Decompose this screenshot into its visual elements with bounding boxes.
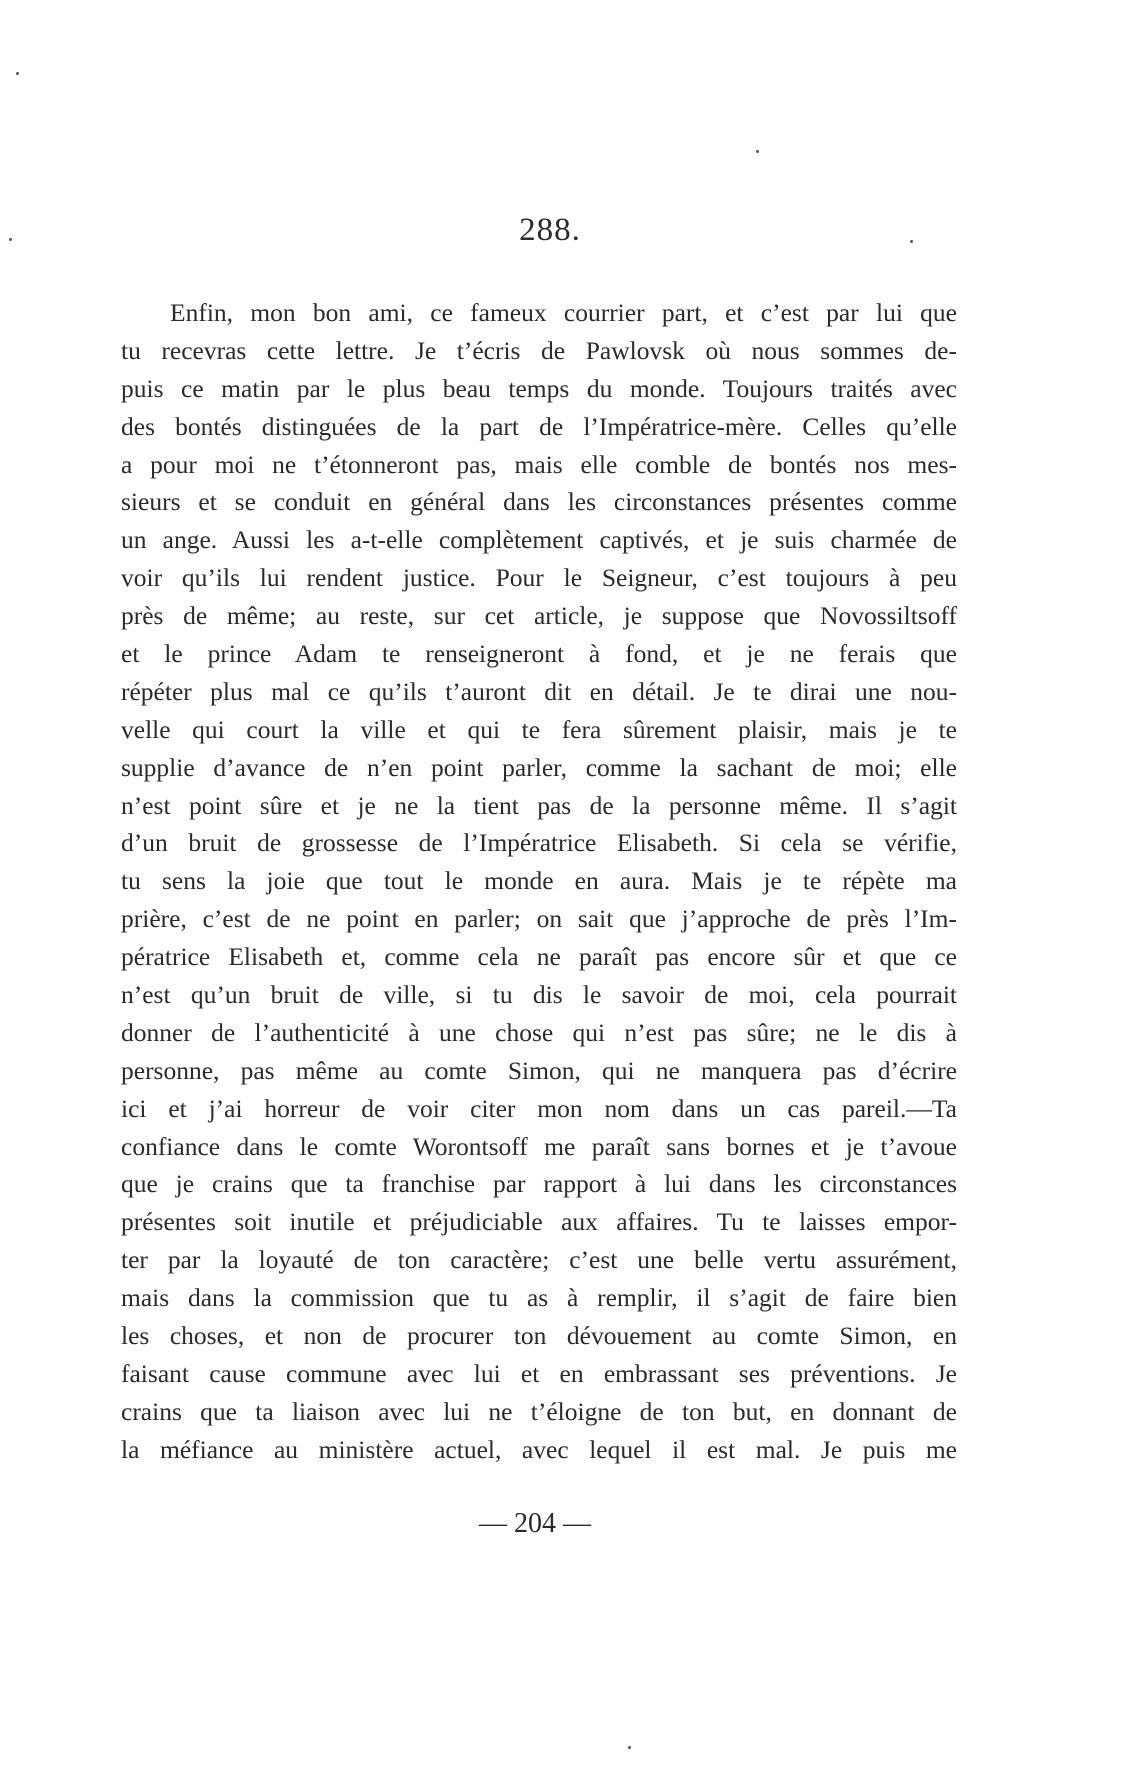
text-line: et le prince Adam te renseigneront à fond, et je ne ferais que (121, 639, 957, 669)
text-line: crains que ta liaison avec lui ne t’éloigne de ton but, en donnant de (121, 1396, 957, 1426)
text-line: personne, pas même au comte Simon, qui ne manquera pas d’écrire (121, 1055, 957, 1085)
page-number: — 204 — (479, 1508, 591, 1539)
text-line: velle qui court la ville et qui te fera sûrement plaisir, mais je te (121, 714, 957, 744)
scan-speck (910, 240, 913, 243)
scan-speck (628, 1746, 631, 1749)
text-line: la méfiance au ministère actuel, avec lequel il est mal. Je puis me (121, 1434, 957, 1464)
text-line: ter par la loyauté de ton caractère; c’est une belle vertu assurément, (121, 1245, 957, 1275)
text-line: a pour moi ne t’étonneront pas, mais elle comble de bontés nos mes- (121, 449, 957, 479)
text-line: un ange. Aussi les a-t-elle complètement captivés, et je suis charmée de (121, 525, 957, 555)
text-line: répéter plus mal ce qu’ils t’auront dit en détail. Je te dirai une nou- (121, 676, 957, 706)
scan-speck (756, 150, 759, 153)
text-line: n’est point sûre et je ne la tient pas de la personne même. Il s’agit (121, 790, 957, 820)
text-line: les choses, et non de procurer ton dévouement au comte Simon, en (121, 1321, 957, 1351)
text-line: pératrice Elisabeth et, comme cela ne paraît pas encore sûr et que ce (121, 942, 957, 972)
text-line: des bontés distinguées de la part de l’Impératrice-mère. Celles qu’elle (121, 411, 957, 441)
text-line: présentes soit inutile et préjudiciable aux affaires. Tu te laisses empor- (121, 1207, 957, 1237)
text-line: ici et j’ai horreur de voir citer mon nom dans un cas pareil.—Ta (121, 1093, 957, 1123)
text-line: n’est qu’un bruit de ville, si tu dis le savoir de moi, cela pourrait (121, 980, 957, 1010)
text-line: donner de l’authenticité à une chose qui n’est pas sûre; ne le dis à (121, 1017, 957, 1047)
text-line: tu sens la joie que tout le monde en aura. Mais je te répète ma (121, 866, 957, 896)
text-line: près de même; au reste, sur cet article, je suppose que Novossiltsoff (121, 601, 957, 631)
text-line: voir qu’ils lui rendent justice. Pour le Seigneur, c’est toujours à peu (121, 563, 957, 593)
text-line: mais dans la commission que tu as à remplir, il s’agit de faire bien (121, 1283, 957, 1313)
text-line: d’un bruit de grossesse de l’Impératrice Elisabeth. Si cela se vérifie, (121, 828, 957, 858)
text-line: que je crains que ta franchise par rapport à lui dans les circonstances (121, 1169, 957, 1199)
text-line: confiance dans le comte Worontsoff me paraît sans bornes et je t’avoue (121, 1131, 957, 1161)
text-line: faisant cause commune avec lui et en embrassant ses préventions. Je (121, 1358, 957, 1388)
letter-body (121, 294, 957, 1469)
text-line: puis ce matin par le plus beau temps du monde. Toujours traités avec (121, 373, 957, 403)
text-line: supplie d’avance de n’en point parler, comme la sachant de moi; elle (121, 752, 957, 782)
text-line: sieurs et se conduit en général dans les circonstances présentes comme (121, 487, 957, 517)
text-line: prière, c’est de ne point en parler; on sait que j’approche de près l’Im- (121, 904, 957, 934)
scan-speck (9, 238, 12, 241)
scan-speck (16, 72, 19, 75)
text-line: Enfin, mon bon ami, ce fameux courrier part, et c’est par lui que (170, 298, 957, 327)
text-line: tu recevras cette lettre. Je t’écris de Pawlovsk où nous sommes de- (121, 335, 957, 365)
letter-number: 288. (519, 212, 581, 248)
